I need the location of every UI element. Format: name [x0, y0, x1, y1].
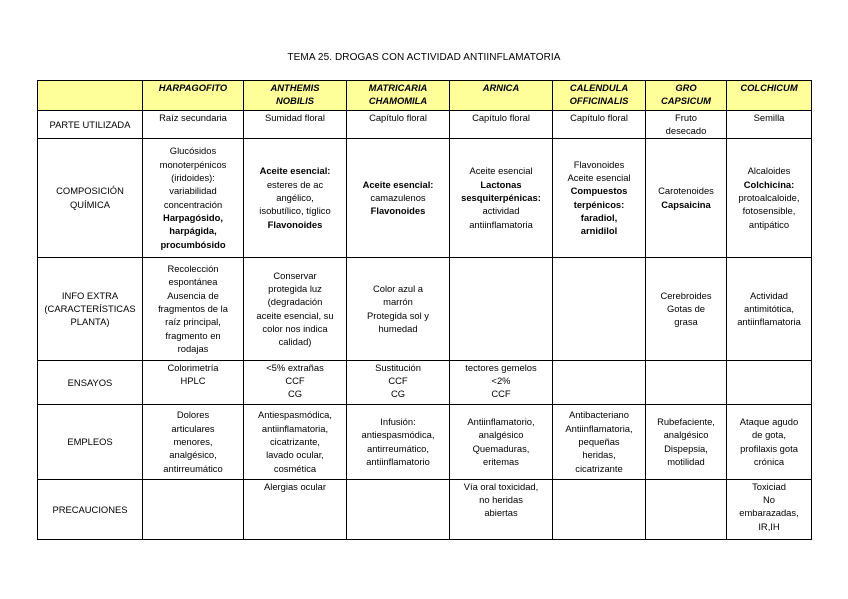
cell-text: cicatrizante: [575, 462, 623, 474]
table-cell: [450, 404, 553, 479]
cell-text: concentración: [163, 198, 223, 210]
cell-text: Antiinflamatorio,: [467, 416, 535, 427]
cell-text: Lactonas: [480, 178, 522, 190]
row-label: [38, 479, 143, 539]
cell-text: monoterpénicos: [159, 158, 227, 170]
cell-text: espontánea: [168, 276, 218, 288]
cell-text: No: [763, 494, 775, 506]
table-cell: [727, 111, 812, 139]
cell-text: (degradación: [267, 296, 323, 308]
table-cell: [347, 111, 450, 139]
cell-text: Gotas de: [666, 303, 706, 315]
header-cell: [143, 81, 244, 111]
cell-text: Actividad: [749, 289, 789, 301]
cell-text: Colchicina:: [743, 178, 795, 190]
header-cell: [553, 81, 646, 111]
table-cell: [646, 257, 727, 360]
cell-text: antirreumático,: [366, 442, 429, 454]
table-cell: [553, 404, 646, 479]
header-text: MATRICARIA: [368, 82, 428, 93]
cell-text: (iridoides):: [171, 172, 215, 183]
cell-text: cosmética: [273, 462, 317, 474]
table-cell: [450, 257, 553, 360]
header-text: NOBILIS: [275, 95, 315, 107]
cell-text: Semilla: [753, 112, 785, 123]
table-cell: [646, 404, 727, 479]
cell-text: lavado ocular,: [266, 449, 324, 461]
cell-text: Quemaduras,: [472, 442, 530, 454]
table-cell: [244, 479, 347, 539]
cell-text: Compuestos: [570, 185, 628, 197]
cell-text: Color azul a: [372, 283, 424, 294]
cell-text: Ataque agudo: [739, 416, 799, 427]
table-cell: [244, 257, 347, 360]
table-cell: [143, 138, 244, 257]
cell-text: Dispepsia,: [664, 442, 708, 454]
cell-text: variabilidad: [169, 185, 217, 197]
cell-text: Aceite esencial:: [362, 178, 434, 190]
cell-text: <2%: [491, 375, 511, 387]
header-text: CALENDULA: [569, 82, 629, 93]
cell-text: Capítulo floral: [369, 112, 427, 123]
cell-text: Antibacteriano: [569, 409, 629, 421]
cell-text: raíz principal,: [165, 316, 221, 328]
table-cell: [143, 257, 244, 360]
cell-text: Vía oral toxicidad,: [463, 480, 539, 492]
cell-text: arnidilol: [580, 225, 618, 237]
table-cell: [646, 479, 727, 539]
table-cell: [347, 257, 450, 360]
cell-text: fragmento en: [165, 329, 221, 341]
cell-text: abiertas: [484, 507, 518, 519]
row-label: [38, 138, 143, 257]
table-cell: [553, 111, 646, 139]
cell-text: humedad: [378, 323, 418, 335]
cell-text: Dolores: [176, 409, 210, 421]
cell-text: no heridas: [479, 494, 523, 506]
cell-text: Capítulo floral: [570, 112, 628, 123]
cell-text: Cerebroides: [660, 289, 712, 301]
row-label: [38, 404, 143, 479]
cell-text: IR,IH: [758, 520, 780, 532]
row-label: [38, 257, 143, 360]
cell-text: antiinflamatoria: [737, 316, 801, 328]
row-precauciones: [38, 479, 812, 539]
row-ensayos: [38, 360, 812, 404]
cell-text: antirreumático: [163, 462, 223, 474]
cell-text: Infusión:: [380, 416, 416, 427]
table-cell: [727, 257, 812, 360]
cell-text: <5% extrañas: [266, 361, 324, 373]
cell-text: actividad: [482, 205, 520, 217]
cell-text: rodajas: [177, 343, 209, 355]
cell-text: crónica: [753, 456, 785, 468]
cell-text: CCF: [388, 375, 408, 387]
table-cell: [244, 111, 347, 139]
table-cell: [244, 404, 347, 479]
cell-text: embarazadas,: [739, 507, 799, 519]
header-text: CHAMOMILA: [368, 95, 428, 107]
table-cell: [727, 404, 812, 479]
table-cell: [553, 479, 646, 539]
cell-text: articulares: [171, 422, 215, 434]
cell-text: CCF: [491, 388, 511, 400]
row-label-text: PARTE UTILIZADA: [49, 118, 131, 130]
cell-text: menores,: [173, 436, 213, 448]
table-cell: [143, 111, 244, 139]
header-cell: [646, 81, 727, 111]
table-cell: [450, 138, 553, 257]
header-cell: [727, 81, 812, 111]
table-cell: [347, 479, 450, 539]
cell-text: de gota,: [752, 429, 786, 441]
header-text: ARNICA: [482, 82, 520, 93]
cell-text: antiinflamatoria,: [261, 422, 329, 434]
cell-text: tectores gemelos: [465, 361, 537, 373]
table-cell: [347, 138, 450, 257]
row-label: [38, 360, 143, 404]
cell-text: Colorimetría: [167, 361, 219, 373]
table-cell: [646, 138, 727, 257]
table-cell: [347, 404, 450, 479]
cell-text: CG: [390, 388, 406, 400]
table-cell: [244, 360, 347, 404]
row-label: [38, 111, 143, 139]
cell-text: Aceite esencial: [567, 172, 631, 183]
header-cell: [244, 81, 347, 111]
cell-text: Alcaloides: [747, 165, 791, 177]
header-cell: [347, 81, 450, 111]
cell-text: camazulenos: [370, 192, 426, 204]
cell-text: sesquiterpénicas:: [461, 192, 541, 204]
cell-text: Recolección: [167, 262, 219, 274]
cell-text: Fruto: [675, 112, 697, 123]
table-cell: [143, 479, 244, 539]
cell-text: analgésico,: [169, 449, 217, 461]
cell-text: HPLC: [180, 375, 206, 387]
row-label-text: QUÍMICA: [69, 198, 111, 210]
cell-text: Rubefaciente,: [657, 416, 715, 427]
header-text: CAPSICUM: [660, 95, 711, 107]
cell-text: cicatrizante,: [269, 436, 321, 448]
table-cell: [646, 360, 727, 404]
cell-text: Sustitución: [375, 361, 421, 373]
cell-text: fragmentos de la: [158, 303, 228, 315]
cell-text: Raíz secundaria: [159, 112, 227, 123]
table-cell: [553, 138, 646, 257]
cell-text: desecado: [665, 125, 707, 137]
header-text: COLCHICUM: [740, 82, 798, 93]
cell-text: terpénicos:: [573, 198, 625, 210]
cell-text: CCF: [285, 375, 305, 387]
document-title: TEMA 25. DROGAS CON ACTIVIDAD ANTIINFLAMATORIA: [287, 52, 561, 63]
cell-text: Alergias ocular: [263, 480, 326, 492]
cell-text: esteres de ac: [266, 178, 324, 190]
header-row: [38, 81, 812, 111]
cell-text: protoalcaloide,: [738, 192, 800, 204]
cell-text: Toxiciad: [752, 480, 786, 492]
row-label-text: INFO EXTRA: [61, 289, 119, 301]
cell-text: antiinflamatorio: [366, 456, 430, 468]
table-cell: [143, 360, 244, 404]
table-cell: [450, 360, 553, 404]
cell-text: isobutílico, tíglico: [259, 205, 331, 217]
cell-text: grasa: [674, 316, 698, 328]
row-info-extra: [38, 257, 812, 360]
cell-text: Glucósidos: [169, 145, 217, 157]
cell-text: Ausencia de: [167, 289, 219, 301]
row-label-text: PRECAUCIONES: [52, 503, 128, 515]
row-label-text: PLANTA): [70, 316, 110, 328]
cell-text: harpágida,: [169, 225, 217, 237]
cell-text: procumbósido: [160, 238, 226, 250]
header-text: ANTHEMIS: [270, 82, 320, 93]
table-cell: [553, 360, 646, 404]
cell-text: Harpagósido,: [163, 212, 223, 224]
cell-text: calidad): [278, 336, 312, 348]
table-cell: [143, 404, 244, 479]
cell-text: analgésico: [478, 429, 524, 441]
cell-text: Protegida sol y: [366, 309, 429, 321]
table-cell: [727, 138, 812, 257]
cell-text: antimitótica,: [743, 303, 795, 315]
cell-text: angélico,: [276, 192, 314, 204]
cell-text: Sumidad floral: [265, 112, 325, 123]
table-cell: [347, 360, 450, 404]
cell-text: Capítulo floral: [472, 112, 530, 123]
cell-text: motilidad: [667, 456, 705, 468]
cell-text: Antiespasmódica,: [258, 409, 332, 421]
table-cell: [727, 360, 812, 404]
cell-text: marrón: [383, 296, 413, 308]
row-empleos: [38, 404, 812, 479]
cell-text: profilaxis gota: [740, 442, 798, 454]
row-composicion-quimica: [38, 138, 812, 257]
cell-text: Carotenoides: [658, 185, 714, 197]
cell-text: antiinflamatoria: [469, 218, 533, 230]
cell-text: Flavonoides: [267, 218, 323, 230]
row-label-text: COMPOSICIÓN: [56, 185, 124, 197]
table-cell: [553, 257, 646, 360]
cell-text: fotosensible,: [742, 205, 796, 217]
cell-text: antiespasmódica,: [361, 429, 435, 441]
cell-text: pequeñas: [578, 436, 620, 448]
cell-text: faradiol,: [580, 212, 618, 224]
cell-text: Aceite esencial: [469, 165, 533, 177]
cell-text: protegida luz: [268, 283, 322, 294]
cell-text: analgésico: [663, 429, 709, 441]
header-text: HARPAGOFITO: [158, 82, 228, 93]
cell-text: CG: [287, 388, 303, 400]
cell-text: Flavonoides: [370, 205, 426, 217]
cell-text: Antiinflamatoria,: [565, 422, 633, 434]
cell-text: Aceite esencial:: [259, 165, 331, 177]
cell-text: color nos indica: [262, 323, 328, 335]
cell-text: antipático: [748, 218, 790, 230]
table-cell: [450, 111, 553, 139]
row-label-text: (CARACTERÍSTICAS: [44, 303, 136, 315]
table-cell: [244, 138, 347, 257]
header-cell: [450, 81, 553, 111]
drug-table: [37, 80, 812, 540]
row-label-text: ENSAYOS: [67, 376, 113, 388]
cell-text: Conservar: [273, 269, 317, 281]
cell-text: aceite esencial, su: [256, 309, 334, 321]
row-label-text: EMPLEOS: [67, 436, 113, 448]
header-text: OFFICINALIS: [569, 95, 629, 107]
header-text: GRO: [675, 82, 697, 93]
cell-text: Flavonoides: [573, 158, 625, 170]
header-corner: [38, 81, 143, 111]
cell-text: heridas,: [582, 449, 616, 461]
table-cell: [450, 479, 553, 539]
row-parte-utilizada: [38, 111, 812, 139]
table-cell: [646, 111, 727, 139]
table-cell: [727, 479, 812, 539]
cell-text: Capsaicina: [661, 198, 711, 210]
cell-text: eritemas: [483, 456, 519, 468]
